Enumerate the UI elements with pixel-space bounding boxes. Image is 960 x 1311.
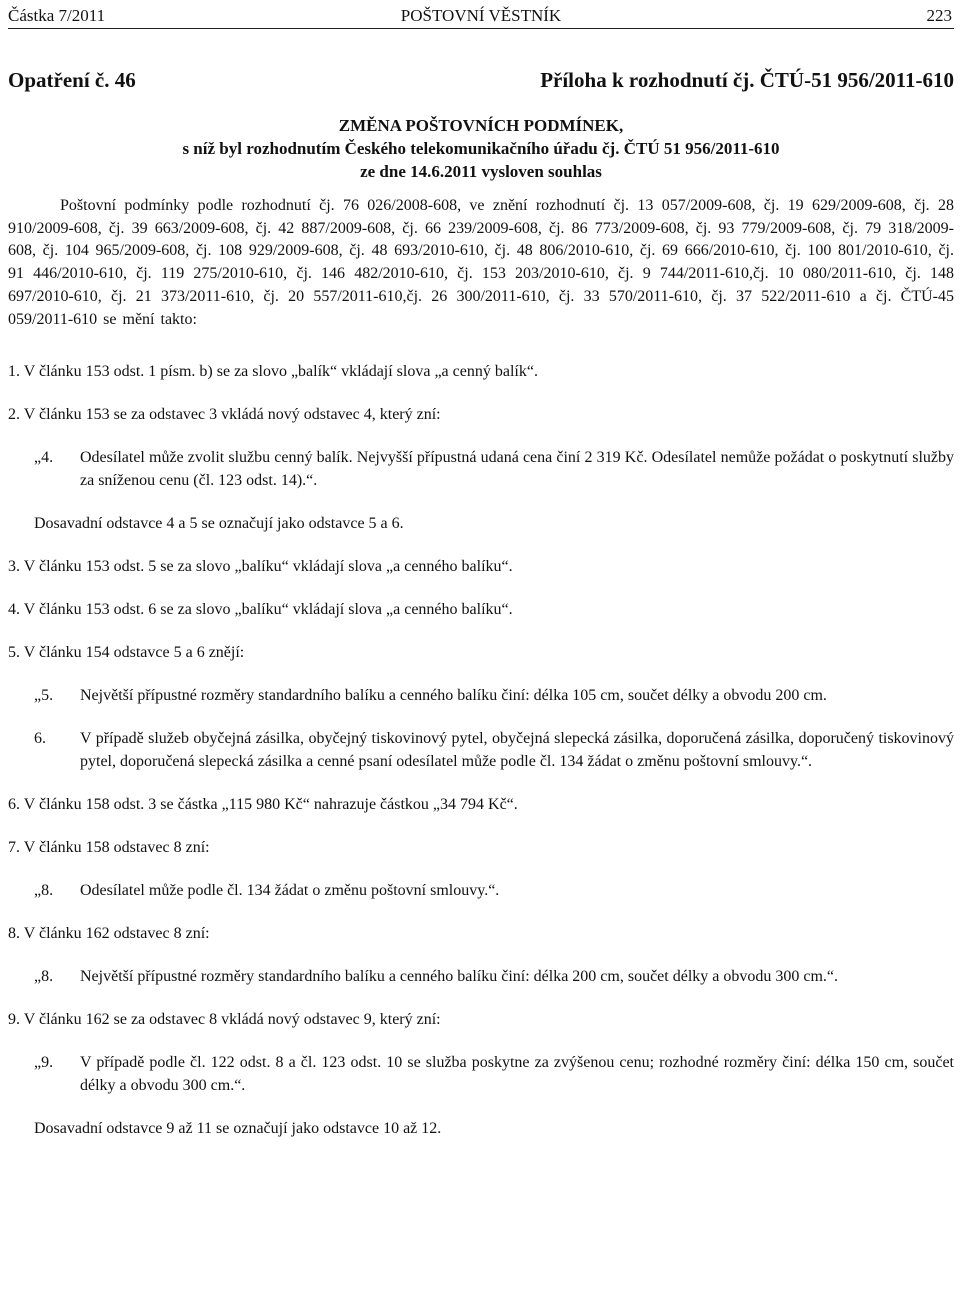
- item-8-subparagraph: [8, 965, 954, 988]
- document-heading: [8, 114, 954, 183]
- subparagraph-number: „8.: [34, 882, 54, 900]
- item-6: 6. V článku 158 odst. 3 se částka „115 980 Kč“ nahrazuje částkou „34 794 Kč“.: [8, 796, 518, 814]
- item-2: 2. V článku 153 se za odstavec 3 vkládá nový odstavec 4, který zní:: [8, 406, 441, 424]
- item-8: 8. V článku 162 odstavec 8 zní:: [8, 925, 210, 943]
- item-7-subparagraph: [8, 879, 954, 902]
- heading-line-3: ze dne 14.6.2011 vysloven souhlas: [360, 162, 602, 181]
- item-4: 4. V článku 153 odst. 6 se za slovo „balíku“ vkládají slova „a cenného balíku“.: [8, 601, 513, 619]
- subparagraph-text: Největší přípustné rozměry standardního balíku a cenného balíku činí: délka 200 cm, součet délky a obvodu 300 cm.“.: [80, 968, 839, 986]
- subparagraph-text: Největší přípustné rozměry standardního balíku a cenného balíku činí: délka 105 cm, součet délky a obvodu 200 cm.: [80, 687, 827, 705]
- subparagraph-text: V případě podle čl. 122 odst. 8 a čl. 123 odst. 10 se služba poskytne za zvýšenou cenu; rozhodné rozměry činí: délka 150 cm, součet délky a obvodu 300 cm.“.: [80, 1054, 954, 1095]
- intro-paragraph: Poštovní podmínky podle rozhodnutí čj. 76 026/2008-608, ve znění rozhodnutí čj. 13 057/2009-608, čj. 19 629/2009-608, čj. 28 910/2009-608, čj. 39 663/2009-608, čj. 42 887/2009-608, čj. 66 239/2009-608, čj. 86 773/2009-608, čj. 93 779/2009-608, čj. 79 318/2009-608, čj. 104 965/2009-608, čj. 108 929/2009-608, čj. 48 693/2010-610, čj. 48 806/2010-610, čj. 69 666/2010-610, čj. 100 801/2010-610, čj. 91 446/2010-610, čj. 119 275/2010-610, čj. 146 482/2010-610, čj. 153 203/2010-610, čj. 9 744/2011-610,čj. 10 080/2011-610, čj. 148 697/2010-610, čj. 21 373/2011-610, čj. 20 557/2011-610,čj. 26 300/2011-610, čj. 33 570/2011-610, čj. 37 522/2011-610 a čj. ČTÚ-45 059/2011-610 se mění takto:: [8, 197, 954, 328]
- journal-title: POŠTOVNÍ VĚSTNÍK: [400, 6, 562, 25]
- page-number: 223: [926, 6, 952, 25]
- item-5-subparagraph-6: [8, 727, 954, 773]
- item-5: 5. V článku 154 odstavce 5 a 6 znějí:: [8, 644, 245, 662]
- item-3: 3. V článku 153 odst. 5 se za slovo „balíku“ vkládají slova „a cenného balíku“.: [8, 558, 513, 576]
- subparagraph-number: „4.: [34, 449, 54, 467]
- heading-line-1: ZMĚNA POŠTOVNÍCH PODMÍNEK,: [338, 116, 624, 135]
- document-page: [8, 0, 954, 1140]
- subparagraph-number: „9.: [34, 1054, 54, 1072]
- item-1: 1. V článku 153 odst. 1 písm. b) se za slovo „balík“ vkládají slova „a cenný balík“.: [8, 363, 538, 381]
- subparagraph-number: „5.: [34, 687, 54, 705]
- item-2-subparagraph: [8, 446, 954, 492]
- item-9-subparagraph: [8, 1051, 954, 1097]
- item-5-subparagraph-5: [8, 684, 954, 707]
- item-9-note: Dosavadní odstavce 9 až 11 se označují jako odstavce 10 až 12.: [34, 1120, 442, 1138]
- subparagraph-text: Odesílatel může zvolit službu cenný balík. Nejvyšší přípustná udaná cena činí 2 319 Kč. Odesílatel nemůže požádat o poskytnutí služby za sníženou cenu (čl. 123 odst. 14).“.: [80, 449, 954, 490]
- item-7: 7. V článku 158 odstavec 8 zní:: [8, 839, 210, 857]
- heading-line-2: s níž byl rozhodnutím Českého telekomunikačního úřadu čj. ČTÚ 51 956/2011-610: [182, 139, 780, 158]
- subparagraph-number: 6.: [34, 730, 46, 748]
- measure-title: Opatření č. 46: [8, 68, 136, 92]
- item-2-note: Dosavadní odstavce 4 a 5 se označují jako odstavce 5 a 6.: [34, 515, 404, 533]
- subparagraph-text: Odesílatel může podle čl. 134 žádat o změnu poštovní smlouvy.“.: [80, 882, 500, 900]
- running-header: [8, 0, 954, 29]
- issue-label: Částka 7/2011: [8, 6, 106, 25]
- item-9: 9. V článku 162 se za odstavec 8 vkládá nový odstavec 9, který zní:: [8, 1011, 441, 1029]
- subparagraph-text: V případě služeb obyčejná zásilka, obyčejný tiskovinový pytel, obyčejná slepecká zásilka, doporučená zásilka, doporučený tiskovinový pytel, doporučená slepecká zásilka a cenné psaní odesílatel může podle čl. 134 žádat o změnu poštovní smlouvy.“.: [80, 730, 954, 771]
- annex-reference: Příloha k rozhodnutí čj. ČTÚ-51 956/2011-610: [540, 68, 954, 92]
- title-row: [8, 69, 954, 92]
- subparagraph-number: „8.: [34, 968, 54, 986]
